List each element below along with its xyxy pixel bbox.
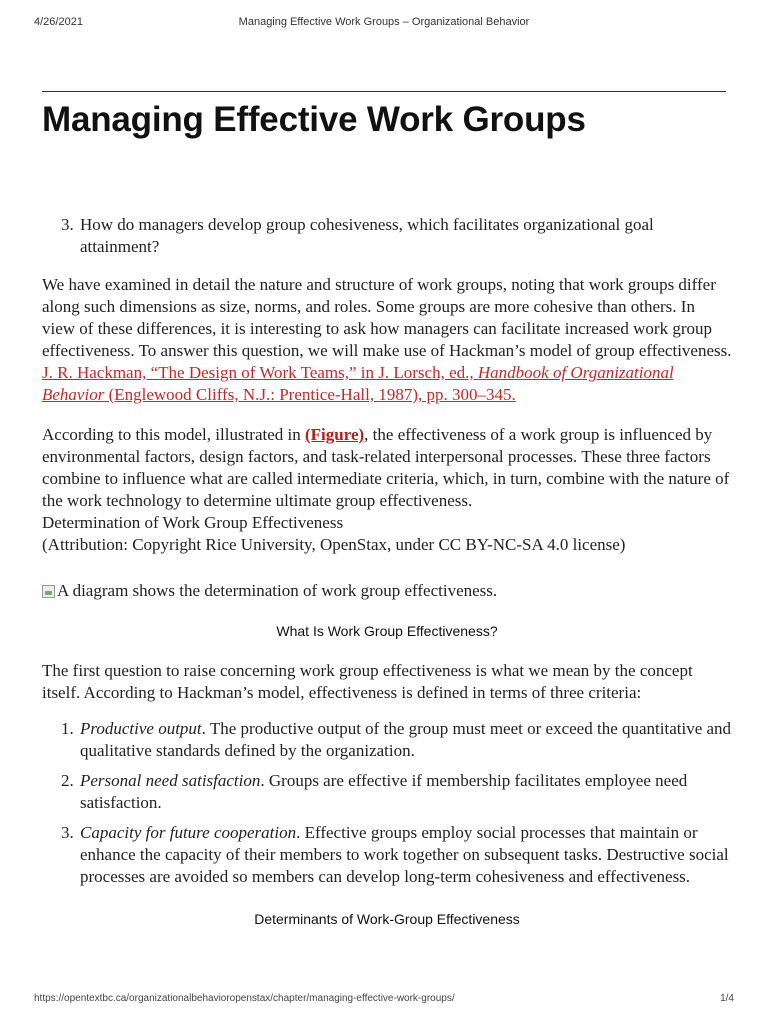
criteria-text: The productive output of the group must meet or exceed the quantitative and qualitative standards defined by the organization. [80, 719, 732, 760]
print-header [34, 16, 734, 30]
main-content [42, 214, 732, 948]
criteria-item [78, 822, 732, 888]
model-text-after: , the effectiveness of a work group is influenced by environmental factors, design factors, and task-related interpersonal processes. These three factors combine to influence what are called intermediate criteria, which, in turn, combine with the nature of the work technology to determine ultimate group effectiveness. [42, 425, 730, 510]
citation-link[interactable] [42, 363, 674, 404]
figure-link[interactable]: (Figure) [305, 425, 365, 444]
citation-book-title: Handbook of Organizational Behavior [42, 363, 674, 404]
figure-image-alt: A diagram shows the determination of work group effectiveness. [57, 581, 498, 600]
intro-text: We have examined in detail the nature and structure of work groups, noting that work groups differ along such dimensions as size, norms, and roles. Some groups are more cohesive than others. In view of these differences, it is interesting to ask how managers can facilitate increased work group effectiveness. To answer this question, we will make use of Hackman’s model of group effectiveness. [42, 275, 732, 360]
criteria-sep: . [296, 823, 305, 842]
section-heading-effectiveness: What Is Work Group Effectiveness? [276, 623, 498, 639]
figure-attribution: (Attribution: Copyright Rice University, OpenStax, under CC BY-NC-SA 4.0 license) [42, 535, 626, 554]
criteria-list [42, 718, 732, 888]
intro-paragraph [42, 274, 732, 406]
print-page-title: Managing Effective Work Groups – Organizational Behavior [238, 16, 530, 28]
criteria-sep: . [201, 719, 210, 738]
criteria-item [78, 770, 732, 814]
criteria-text: Groups are effective if membership facilitates employee need satisfaction. [80, 771, 688, 812]
title-rule [42, 91, 726, 92]
model-paragraph [42, 424, 732, 556]
criteria-text: Effective groups employ social processes that maintain or enhance the capacity of their members to work together on subsequent tasks. Destructive social processes are avoided so members can develop long-term cohesiveness and effectiveness. [80, 823, 729, 886]
criteria-term: Personal need satisfaction [80, 771, 261, 790]
figure-caption: Determination of Work Group Effectiveness [42, 513, 344, 532]
print-url: https://opentextbc.ca/organizationalbehavioropenstax/chapter/managing-effective-work-groups/ [34, 993, 455, 1004]
citation-after: (Englewood Cliffs, N.J.: Prentice-Hall, 1987), pp. 300–345. [104, 385, 516, 404]
page-title: Managing Effective Work Groups [42, 100, 586, 139]
question-item: 3. How do managers develop group cohesiveness, which facilitates organizational goal attainment? [78, 214, 732, 258]
figure-image-placeholder [42, 580, 732, 602]
citation-before: J. R. Hackman, “The Design of Work Teams,” in J. Lorsch, ed., [42, 363, 478, 382]
print-date: 4/26/2021 [34, 16, 83, 28]
criteria-term: Capacity for future cooperation [80, 823, 297, 842]
criteria-sep: . [260, 771, 269, 790]
question-list [42, 214, 732, 258]
criteria-term: Productive output [80, 719, 202, 738]
model-text-before: According to this model, illustrated in [42, 425, 305, 444]
print-footer [34, 993, 734, 1007]
page-number: 1/4 [720, 993, 734, 1004]
broken-image-icon [42, 585, 55, 598]
section-heading-determinants: Determinants of Work-Group Effectiveness [254, 911, 520, 927]
criteria-item [78, 718, 732, 762]
section-paragraph: The first question to raise concerning work group effectiveness is what we mean by the concept itself. According to Hackman’s model, effectiveness is defined in terms of three criteria: [42, 661, 693, 702]
